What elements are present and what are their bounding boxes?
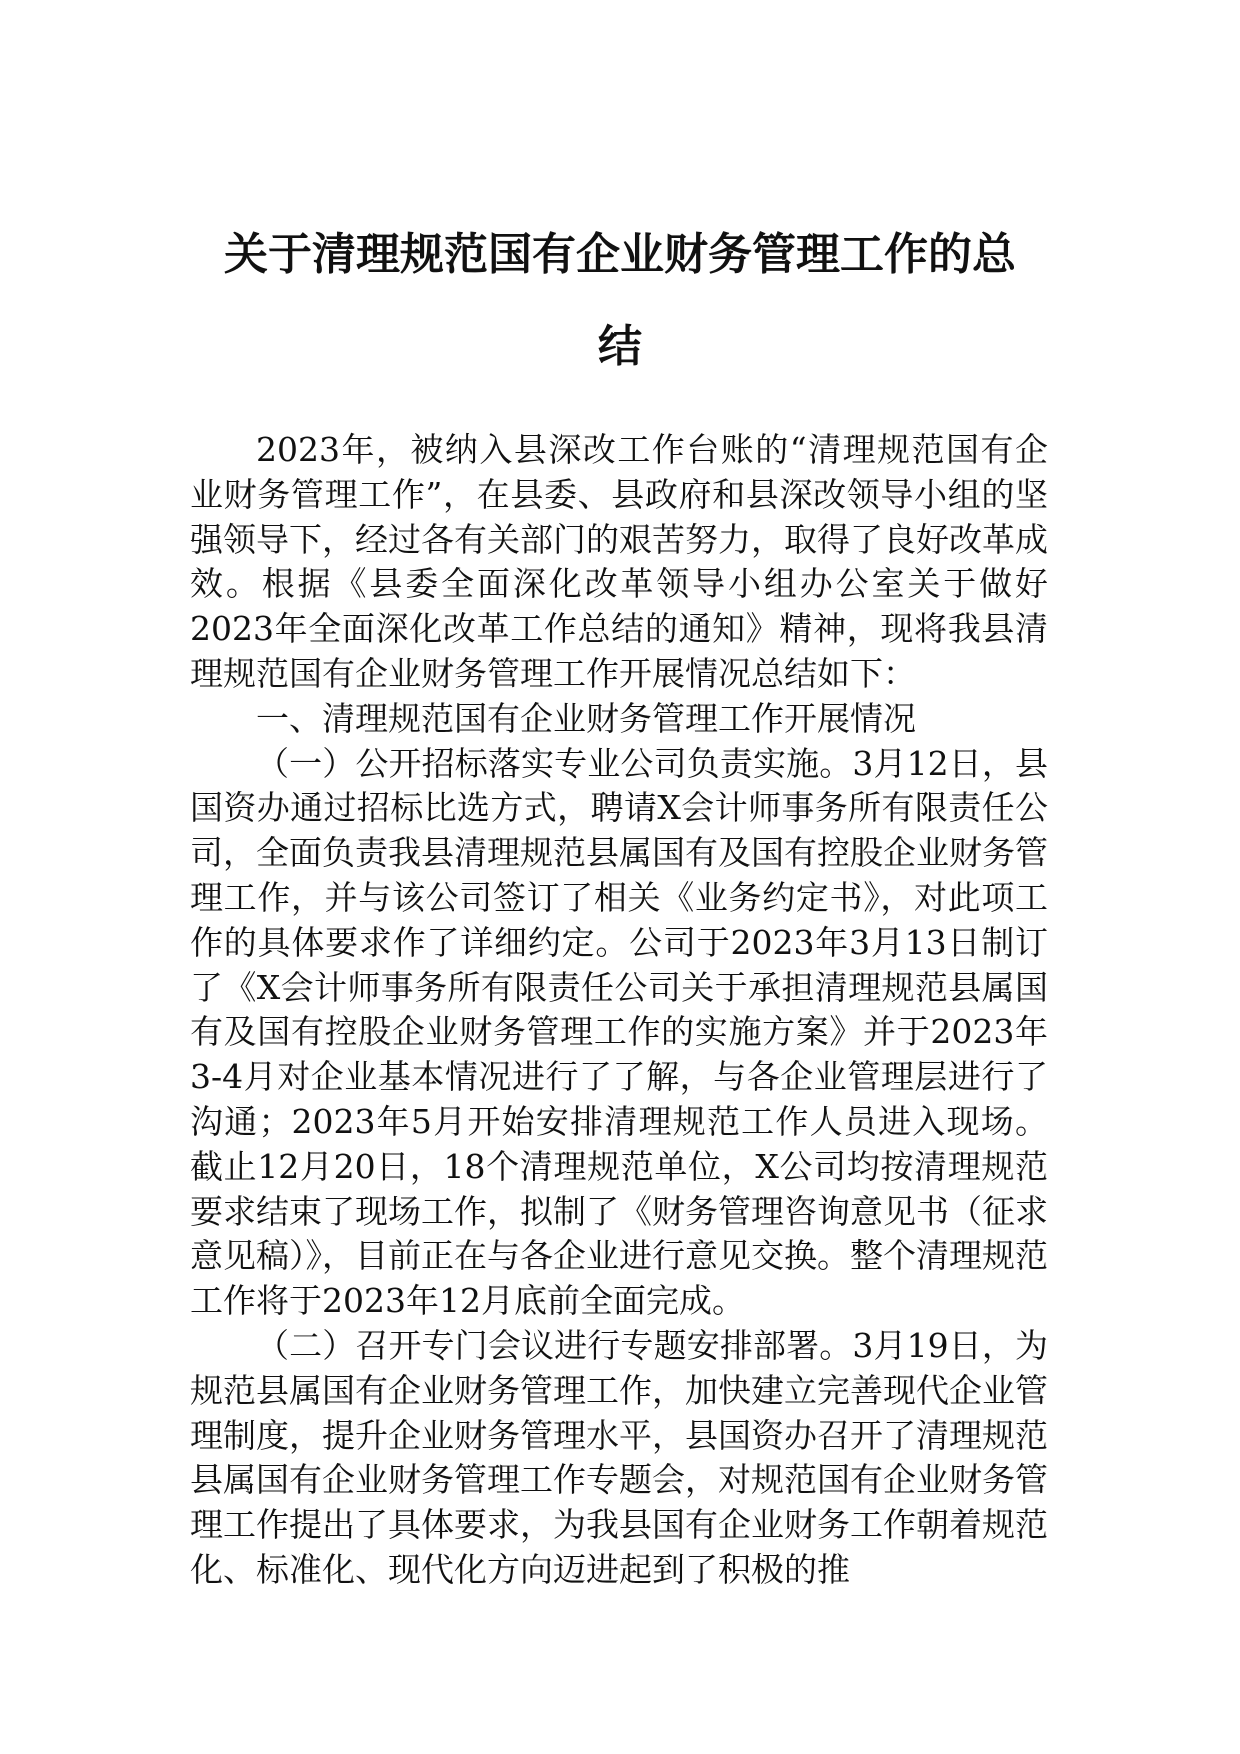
document-body: [190, 428, 1048, 1593]
section-heading-1: 一、清理规范国有企业财务管理工作开展情况: [256, 698, 916, 738]
subsection-paragraph-2: （二）召开专门会议进行专题安排部署。3月19日，为规范县属国有企业财务管理工作，加快建立完善现代企业管理制度，提升企业财务管理水平，县国资办召开了清理规范县属国有企业财务管理工作专题会，对规范国有企业财务管理工作提出了具体要求，为我县国有企业财务工作朝着规范化、标准化、现代化方向迈进起到了积极的推: [190, 1325, 1048, 1589]
document-title-line-1: 关于清理规范国有企业财务管理工作的总: [224, 229, 1016, 280]
intro-paragraph: 2023年，被纳入县深改工作台账的“清理规范国有企业财务管理工作”，在县委、县政府和县深改领导小组的坚强领导下，经过各有关部门的艰苦努力，取得了良好改革成效。根据《县委全面深化改革领导小组办公室关于做好2023年全面深化改革工作总结的通知》精神，现将我县清理规范国有企业财务管理工作开展情况总结如下：: [190, 430, 1048, 693]
subsection-paragraph-1: （一）公开招标落实专业公司负责实施。3月12日，县国资办通过招标比选方式，聘请X会计师事务所有限责任公司，全面负责我县清理规范县属国有及国有控股企业财务管理工作，并与该公司签订了相关《业务约定书》，对此项工作的具体要求作了详细约定。公司于2023年3月13日制订了《X会计师事务所有限责任公司关于承担清理规范县属国有及国有控股企业财务管理工作的实施方案》并于2023年3-4月对企业基本情况进行了了解，与各企业管理层进行了沟通；2023年5月开始安排清理规范工作人员进入现场。截止12月20日，18个清理规范单位，X公司均按清理规范要求结束了现场工作，拟制了《财务管理咨询意见书（征求意见稿）》，目前正在与各企业进行意见交换。整个清理规范工作将于2023年12月底前全面完成。: [190, 743, 1048, 1321]
document-title-line-2: 结: [598, 321, 642, 372]
